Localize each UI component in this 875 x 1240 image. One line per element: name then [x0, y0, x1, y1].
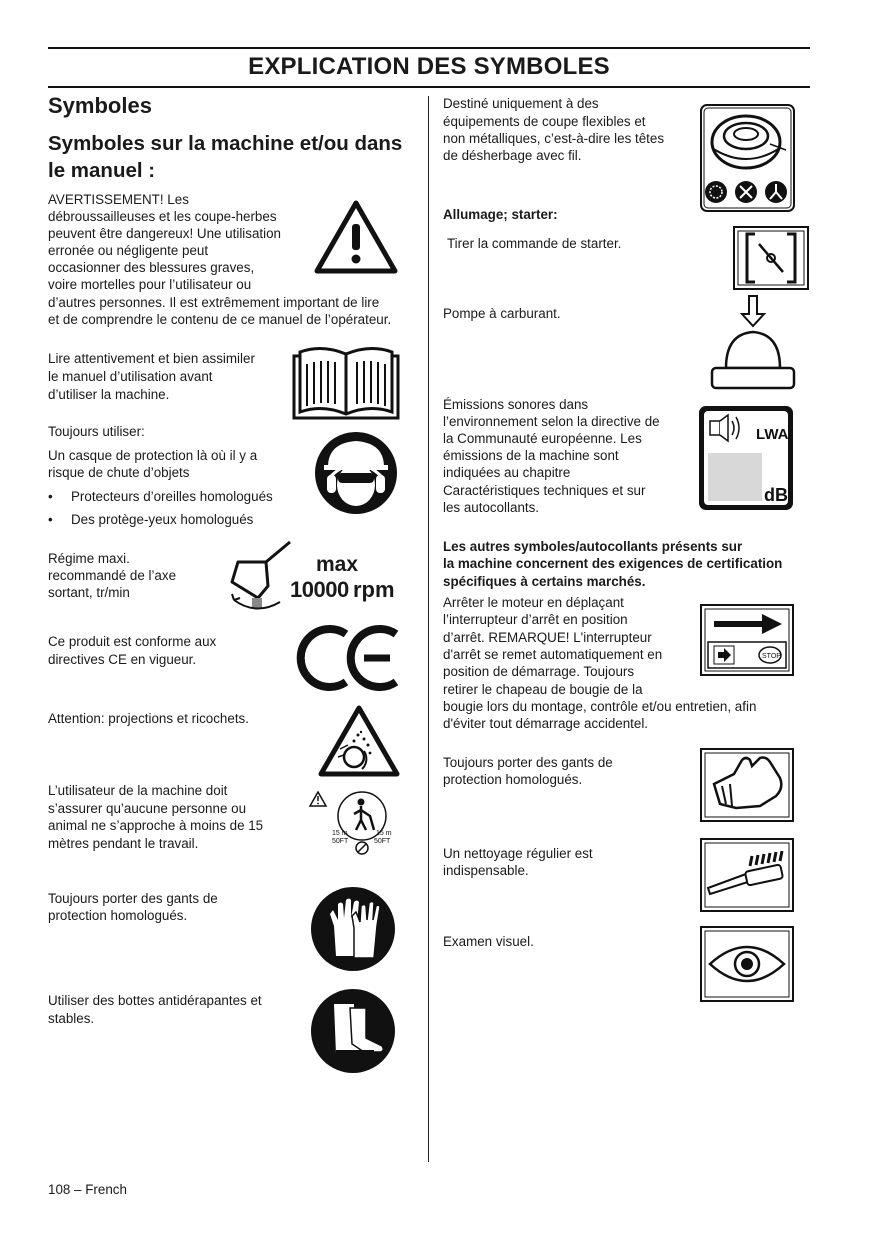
choke-icon: [733, 226, 809, 290]
speed-unit: rpm: [353, 577, 395, 602]
visual-inspection-text: Examen visuel.: [443, 934, 534, 949]
distance-left-meters: 15 m: [332, 830, 348, 837]
section-title: Symboles: [48, 93, 152, 118]
header-rule-top: [48, 47, 810, 49]
glove-icon: [700, 748, 794, 822]
column-divider: [428, 96, 429, 1162]
sound-power-level-icon: [698, 405, 794, 511]
speed-value: 10000: [290, 577, 349, 602]
distance-right-feet: 50FT: [374, 838, 391, 845]
choke-text: Tirer la commande de starter.: [447, 236, 622, 251]
protective-gloves-icon: [310, 886, 396, 972]
ignition-heading: Allumage; starter:: [443, 207, 558, 222]
list-item: • Protecteurs d’oreilles homologués: [71, 488, 273, 505]
open-book-icon: [292, 342, 400, 420]
db-label: dB: [764, 485, 788, 505]
safety-boots-icon: [310, 988, 396, 1074]
warning-triangle-icon: [314, 200, 398, 274]
list-item: • Des protège-yeux homologués: [71, 511, 253, 528]
speed-max-label: max: [316, 553, 359, 576]
header-rule-bottom: [48, 86, 810, 88]
page-footer: 108 – French: [48, 1182, 127, 1197]
stop-label: STOP: [762, 653, 781, 660]
helmet-ear-eye-protection-icon: [314, 431, 398, 515]
fuel-pump-bulb-icon: [710, 294, 796, 392]
projection-warning-icon: [318, 705, 400, 777]
helmet-text-line-1: Un casque de protection là où il y a: [48, 448, 258, 463]
eye-icon: [700, 926, 794, 1002]
page-title: EXPLICATION DES SYMBOLES: [248, 53, 610, 80]
subsection-title: Symboles sur la machine et/ou dans le manuel :: [48, 132, 403, 182]
max-speed-shaft-icon: [228, 540, 294, 612]
helmet-text-line-2: risque de chute d’objets: [48, 465, 190, 480]
fuel-pump-text: Pompe à carburant.: [443, 306, 561, 321]
always-use-label: Toujours utiliser:: [48, 424, 145, 439]
distance-right-meters: 15 m: [376, 830, 392, 837]
lwa-label: LWA: [756, 426, 789, 443]
brush-icon: [700, 838, 794, 912]
distance-left-feet: 50FT: [332, 838, 349, 845]
ce-mark-icon: [302, 624, 400, 692]
trimmer-head-icon: [700, 104, 795, 212]
safety-distance-icon: [308, 790, 400, 858]
projection-text: Attention: projections et ricochets.: [48, 711, 249, 726]
stop-switch-icon: [700, 604, 794, 676]
